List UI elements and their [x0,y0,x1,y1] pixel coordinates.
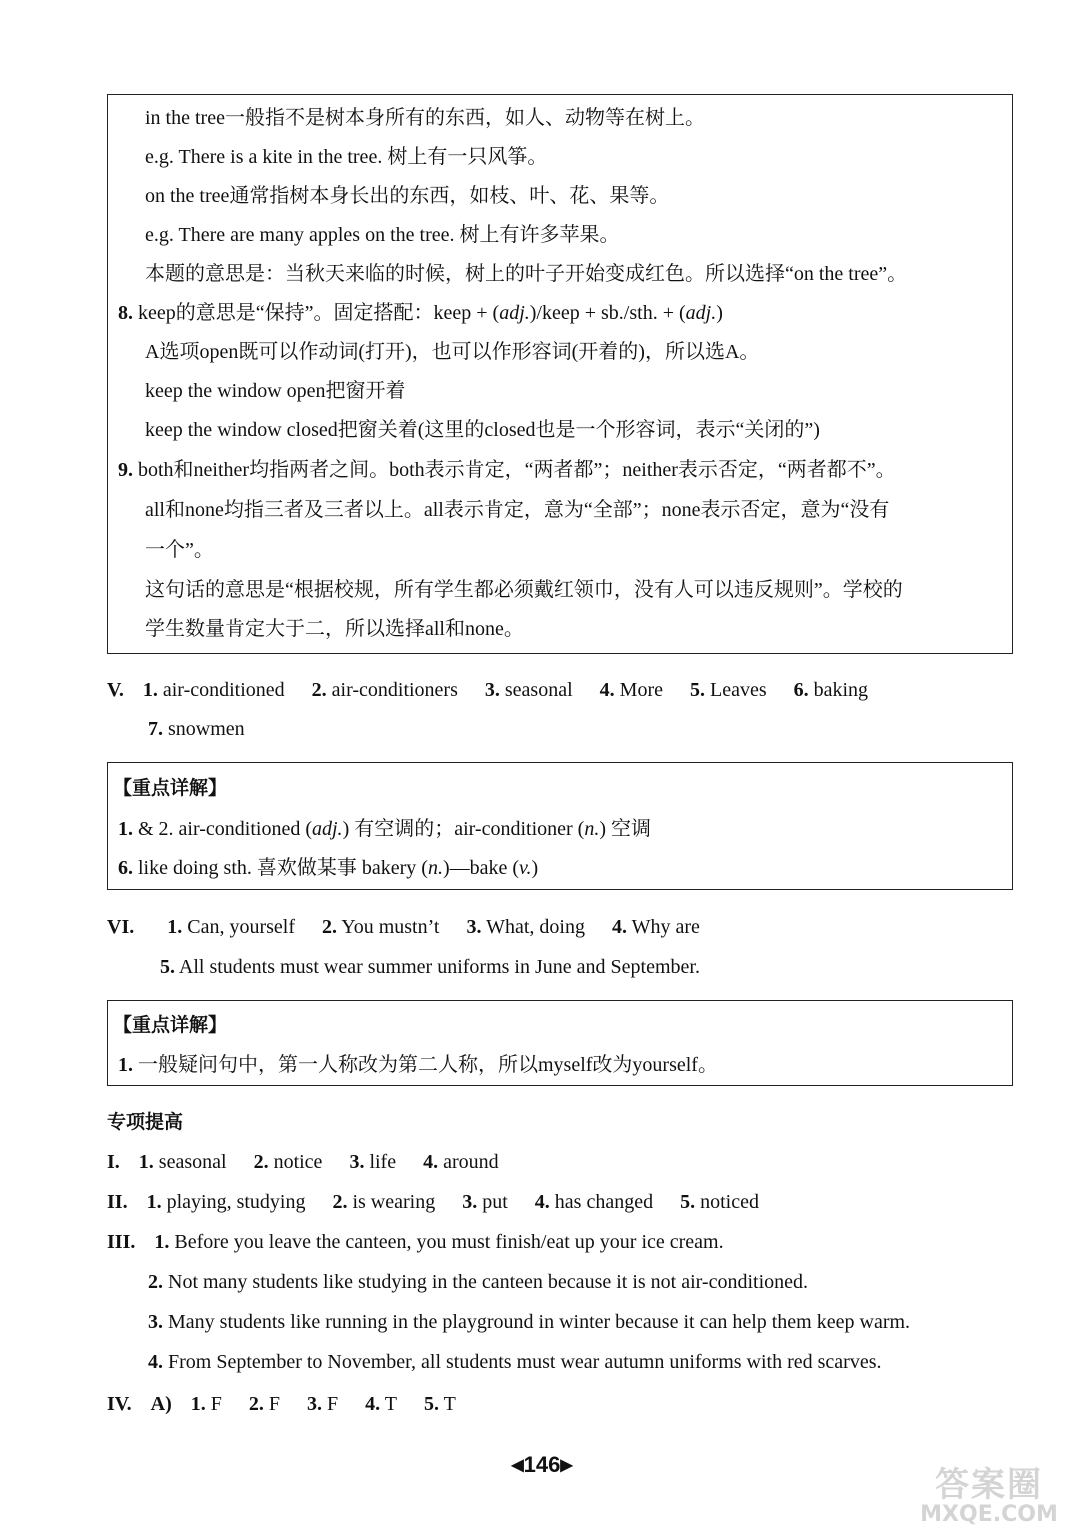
special-iii-answer: 3. Many students like running in the playground in winter because it can help them keep warm. [148,1311,911,1333]
special-ii-answers: II. 1. playing, studying 2. is wearing 3. put 4. has changed 5. noticed [107,1191,759,1213]
text-line: 学生数量肯定大于二，所以选择all和none。 [145,618,524,640]
special-iv-answers: IV. A) 1. F 2. F 3. F 4. T 5. T [107,1393,456,1415]
left-arrow-icon: ◀ [511,1457,524,1474]
item-number: 9. [118,459,133,481]
text-line: keep the window closed把窗关着(这里的closed也是一个形容词，表示“关闭的”) [145,419,820,441]
item-9-lead: 9. both和neither均指两者之间。both表示肯定，“两者都”；neither表示否定，“两者都不”。 [118,459,896,481]
special-iii-answer: III. 1. Before you leave the canteen, you must finish/eat up your ice cream. [107,1231,724,1253]
right-arrow-icon: ▶ [560,1457,573,1474]
explanation-line: 1. & 2. air-conditioned (adj.) 有空调的；air-conditioner (n.) 空调 [118,818,651,840]
section-label: VI. [107,916,135,938]
box-title: 【重点详解】 [113,777,228,799]
special-iii-answer: 2. Not many students like studying in the canteen because it is not air-conditioned. [148,1271,809,1293]
section-vi-answers: VI. 1. Can, yourself 2. You mustn’t 3. What, doing 4. Why are [107,916,700,938]
section-vi-answers-cont: 5. All students must wear summer uniforms in June and September. [160,956,700,978]
text-line: e.g. There are many apples on the tree. 树上有许多苹果。 [145,224,620,246]
text-line: A选项open既可以作动词(打开)，也可以作形容词(开着的)，所以选A。 [145,341,760,363]
section-label: V. [107,679,124,701]
section-heading: 专项提高 [107,1111,184,1133]
text-line: 一个”。 [145,539,214,561]
explanation-box-1 [107,94,1013,654]
watermark-logo-text: 答案圈 [935,1465,1043,1505]
special-i-answers: I. 1. seasonal 2. notice 3. life 4. around [107,1151,499,1173]
watermark-url: MXQE.COM [920,1502,1058,1527]
text-line: on the tree通常指树本身长出的东西，如枝、叶、花、果等。 [145,185,670,207]
text-line: 这句话的意思是“根据校规，所有学生都必须戴红领巾，没有人可以违反规则”。学校的 [145,579,903,601]
text-line: all和none均指三者及三者以上。all表示肯定，意为“全部”；none表示否定，意为“没有 [145,499,890,521]
text-line: keep the window open把窗开着 [145,380,406,402]
section-v-answers-cont: 7. snowmen [148,718,245,740]
item-8-lead: 8. keep的意思是“保持”。固定搭配：keep + (adj.)/keep + sb./sth. + (adj.) [118,302,723,324]
item-number: 8. [118,302,133,324]
text-line: in the tree一般指不是树本身所有的东西，如人、动物等在树上。 [145,107,705,129]
explanation-line: 6. like doing sth. 喜欢做某事 bakery (n.)—bake (v.) [118,857,539,879]
special-iii-answer: 4. From September to November, all students must wear autumn uniforms with red scarves. [148,1351,882,1373]
box-title: 【重点详解】 [113,1014,228,1036]
explanation-line: 1. 一般疑问句中，第一人称改为第二人称，所以myself改为yourself。 [118,1054,718,1076]
text-line: 本题的意思是：当秋天来临的时候，树上的叶子开始变成红色。所以选择“on the tree”。 [145,263,908,285]
section-v-answers: V. 1. air-conditioned 2. air-conditioners 3. seasonal 4. More 5. Leaves 6. baking [107,679,869,701]
watermark [900,1465,1078,1530]
text-line: e.g. There is a kite in the tree. 树上有一只风筝。 [145,146,548,168]
page-number: ◀146▶ [511,1452,573,1477]
